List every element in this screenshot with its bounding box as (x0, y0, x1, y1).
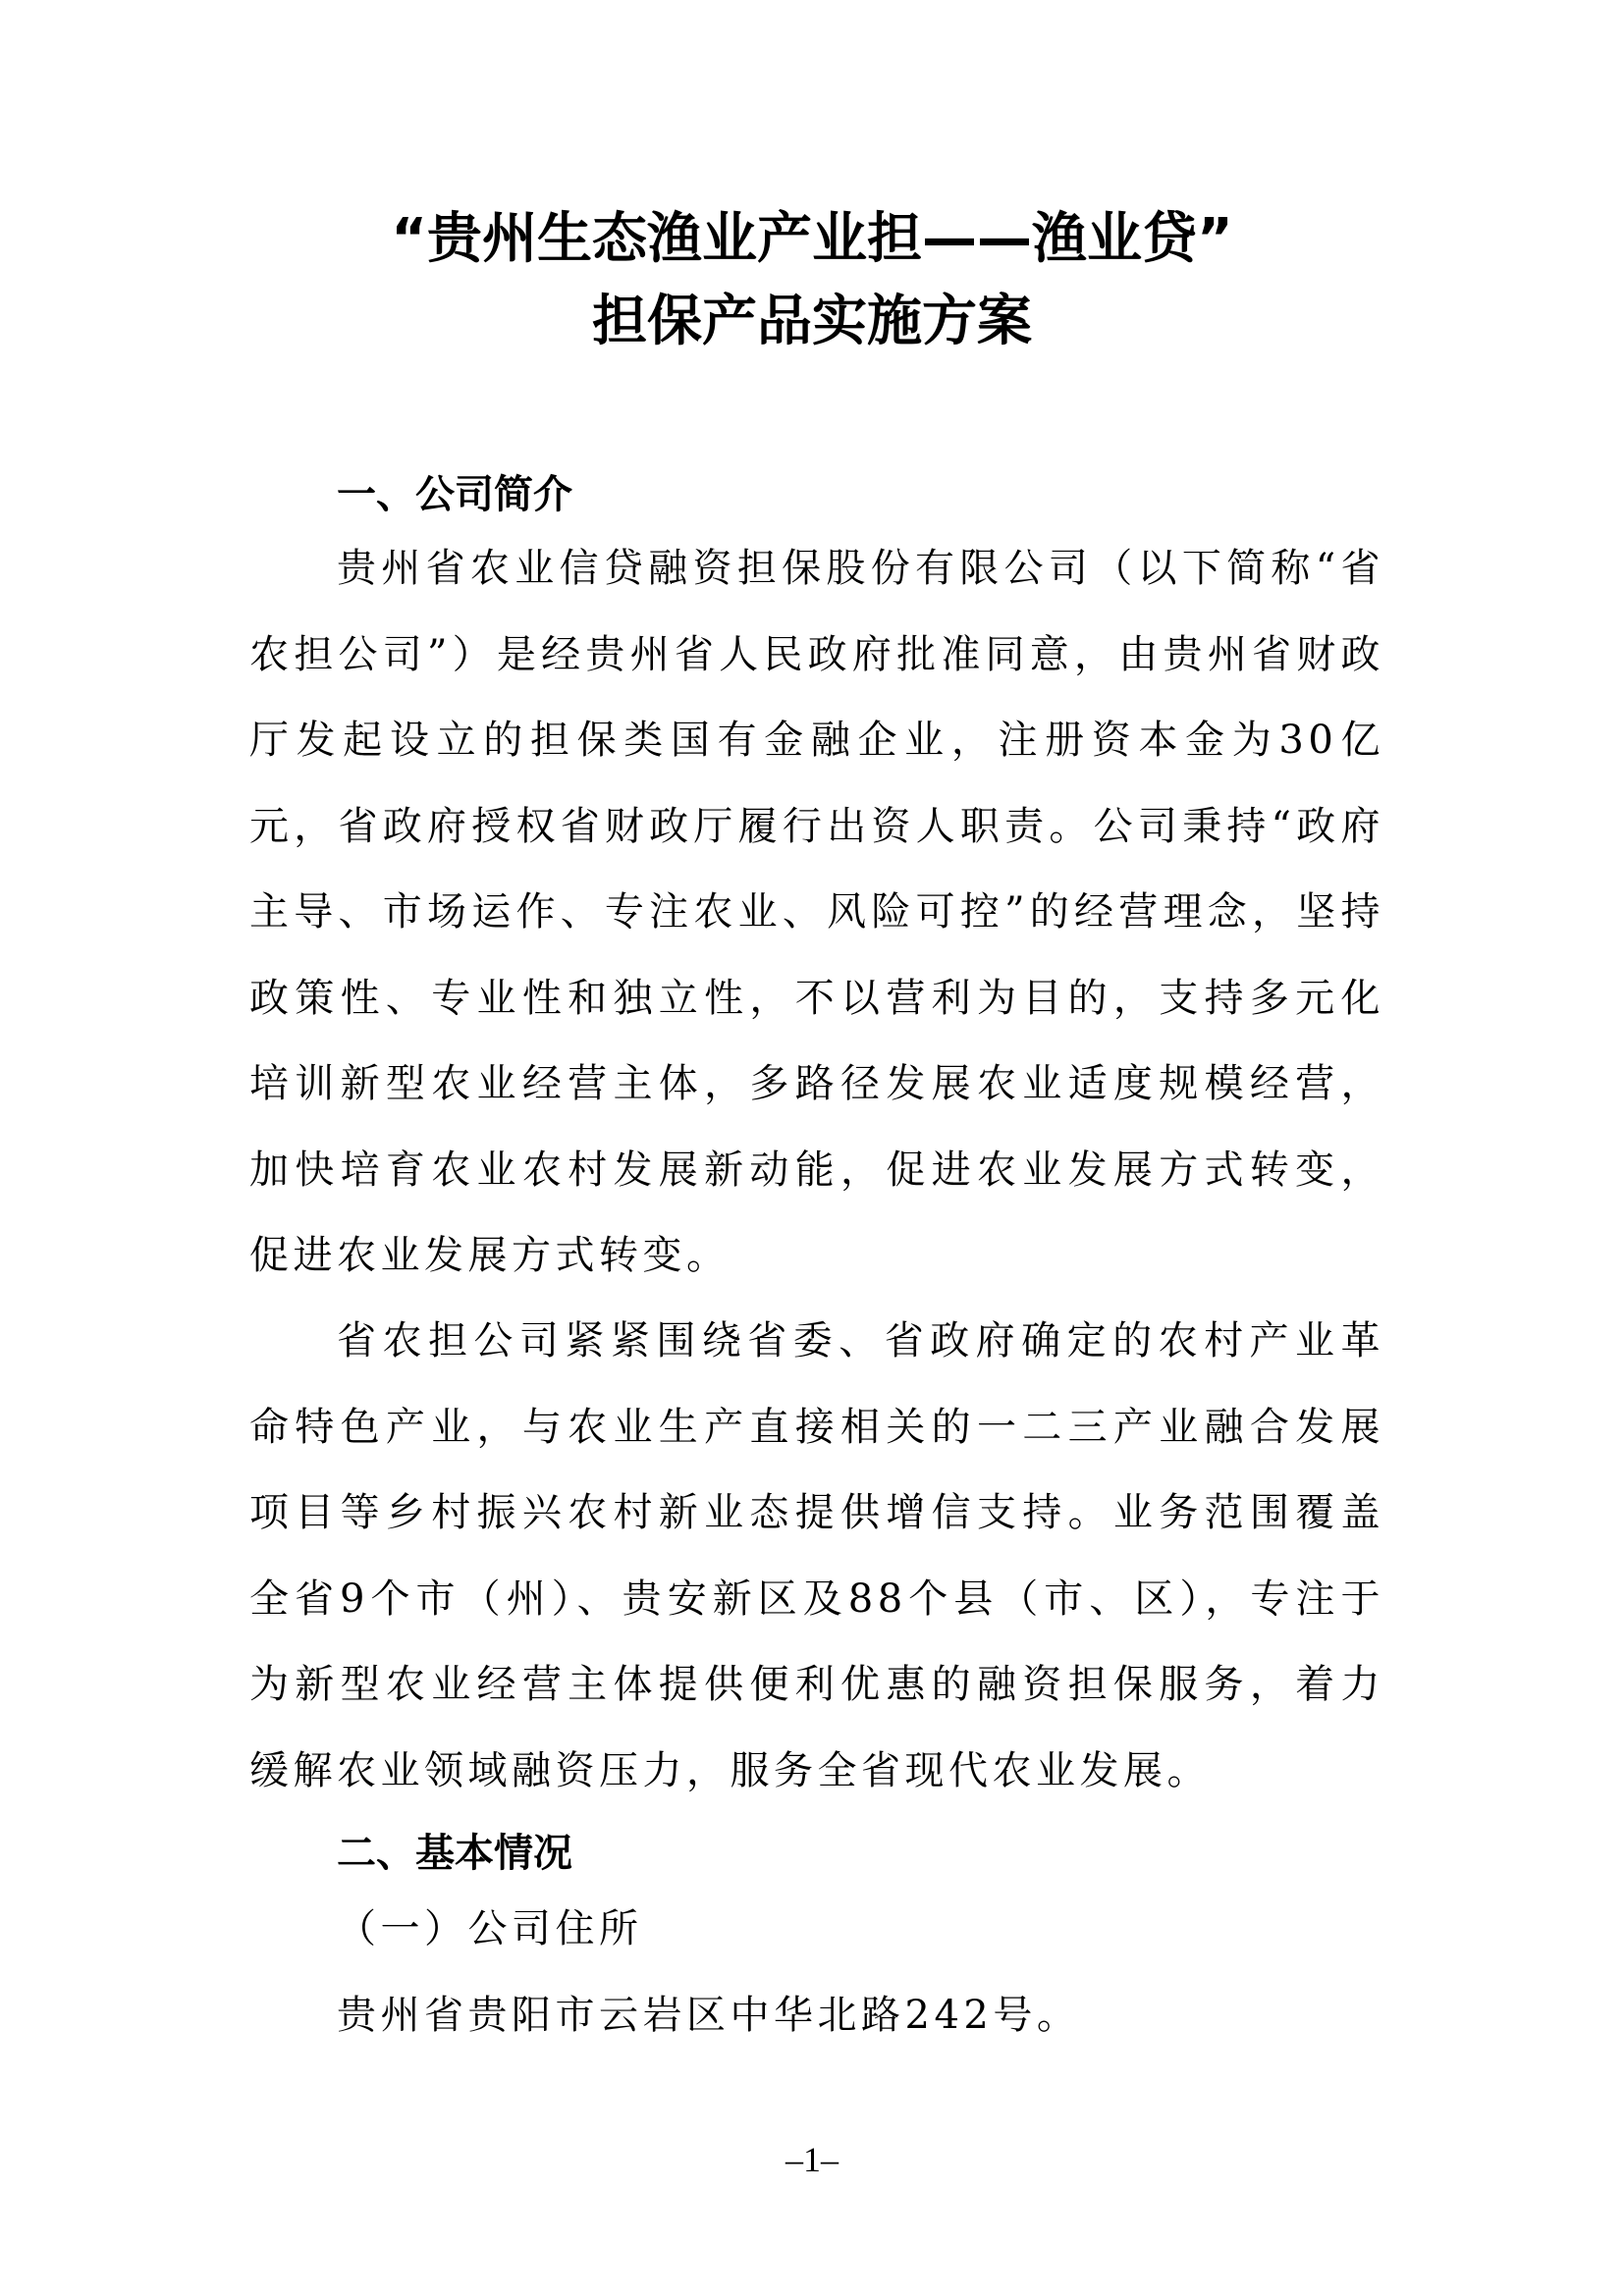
section-heading-company-profile: 一、公司简介 (337, 472, 572, 517)
company-profile-paragraph-2: 省农担公司紧紧围绕省委、省政府确定的农村产业革命特色产业，与农业生产直接相关的一二三产业融合发展项目等乡村振兴农村新业态提供增信支持。业务范围覆盖全省9个市（州）、贵安新区及88个县（市、区），专注于为新型农业经营主体提供便利优惠的融资担保服务，着力缓解农业领域融资压力，服务全省现代农业发展。 (249, 1318, 1384, 1793)
document-title-line-2: 担保产品实施方案 (592, 290, 1032, 353)
subsection-heading-company-address: （一）公司住所 (337, 1906, 643, 1951)
company-address-text: 贵州省贵阳市云岩区中华北路242号。 (337, 1993, 1081, 2038)
document-title-line-1: “贵州生态渔业产业担——渔业贷” (391, 207, 1233, 271)
page-number: –1– (785, 2140, 839, 2179)
section-heading-basic-info: 二、基本情况 (337, 1831, 572, 1876)
company-profile-paragraph-1: 贵州省农业信贷融资担保股份有限公司（以下简称“省农担公司”）是经贵州省人民政府批准同意，由贵州省财政厅发起设立的担保类国有金融企业，注册资本金为30亿元，省政府授权省财政厅履行出资人职责。公司秉持“政府主导、市场运作、专注农业、风险可控”的经营理念，坚持政策性、专业性和独立性，不以营利为目的，支持多元化培训新型农业经营主体，多路径发展农业适度规模经营，加快培育农业农村发展新动能，促进农业发展方式转变，促进农业发展方式转变。 (249, 546, 1384, 1278)
